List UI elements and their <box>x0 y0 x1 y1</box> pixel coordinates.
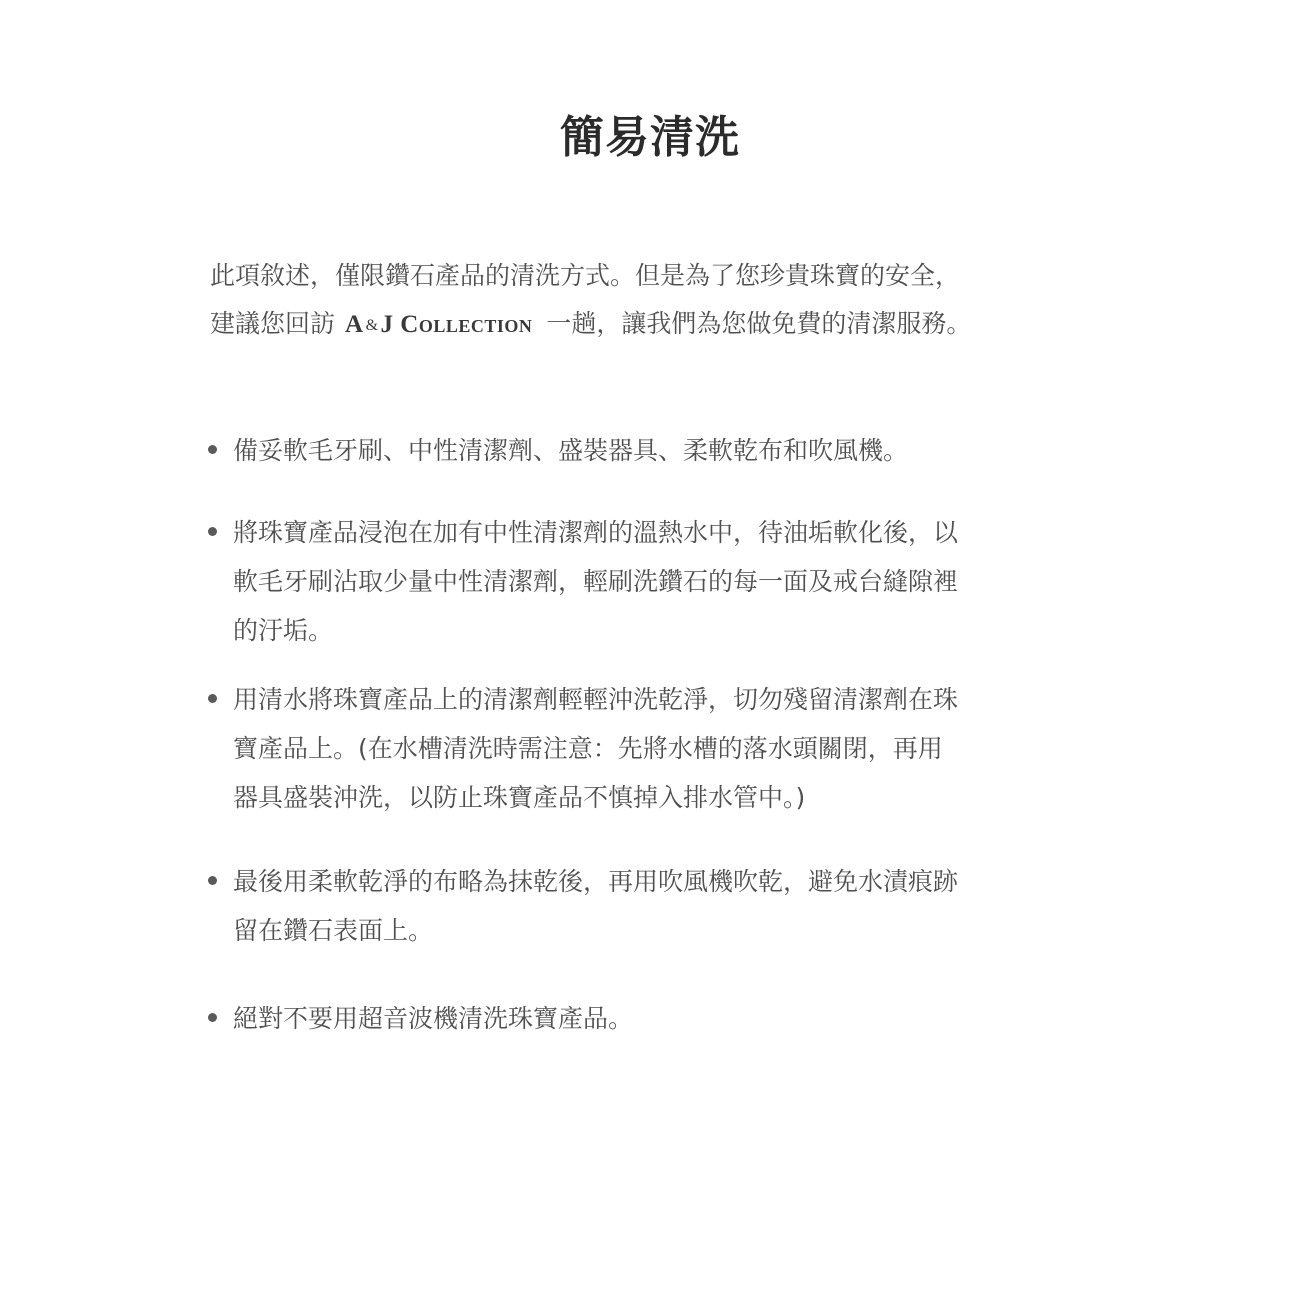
list-item-text <box>233 426 1093 475</box>
intro-line-1: 此項敘述，僅限鑽石產品的清洗方式。但是為了您珍貴珠寶的安全， <box>210 261 961 290</box>
brand-name <box>345 311 532 338</box>
brand-ampersand: & <box>365 317 379 334</box>
intro-line-2-start: 建議您回訪 <box>210 309 336 338</box>
list-item-line: 寶產品上。(在水槽清洗時需注意：先將水槽的落水頭關閉，再用 <box>233 734 943 763</box>
list-item-line: 將珠寶產品浸泡在加有中性清潔劑的溫熱水中，待油垢軟化後，以 <box>233 518 959 547</box>
list-item-text <box>233 508 1093 655</box>
list-item-text <box>233 857 1093 955</box>
list-item-line: 器具盛裝沖洗，以防止珠寶產品不慎掉入排水管中。) <box>233 783 806 812</box>
brand-letter-j: J <box>380 311 394 338</box>
brand-letter-c: C <box>400 311 419 338</box>
brand-letter-a: A <box>345 311 364 338</box>
list-item-line: 的汙垢。 <box>233 616 334 645</box>
bullet-dot-icon <box>208 1013 217 1022</box>
list-item-line: 用清水將珠寶產品上的清潔劑輕輕沖洗乾淨，切勿殘留清潔劑在珠 <box>233 685 959 714</box>
intro-paragraph <box>210 252 1110 350</box>
list-item-line: 最後用柔軟乾淨的布略為抹乾後，再用吹風機吹乾，避免水漬痕跡 <box>233 867 959 896</box>
intro-line-2 <box>210 300 1110 350</box>
list-item-line: 絕對不要用超音波機清洗珠寶產品。 <box>233 1004 634 1033</box>
bullet-dot-icon <box>208 445 217 454</box>
intro-line-2-end: 一趟，讓我們為您做免費的清潔服務。 <box>546 309 972 338</box>
bullet-dot-icon <box>208 527 217 536</box>
list-item-line: 軟毛牙刷沾取少量中性清潔劑，輕刷洗鑽石的每一面及戒台縫隙裡 <box>233 567 959 596</box>
list-item-line: 留在鑽石表面上。 <box>233 916 434 945</box>
list-item-text <box>233 675 1093 822</box>
bullet-dot-icon <box>208 694 217 703</box>
list-item-line: 備妥軟毛牙刷、中性清潔劑、盛裝器具、柔軟乾布和吹風機。 <box>233 436 909 465</box>
bullet-dot-icon <box>208 876 217 885</box>
brand-word-rest: OLLECTION <box>418 316 533 336</box>
page-title: 簡易清洗 <box>560 112 740 163</box>
list-item-text <box>233 994 1093 1043</box>
